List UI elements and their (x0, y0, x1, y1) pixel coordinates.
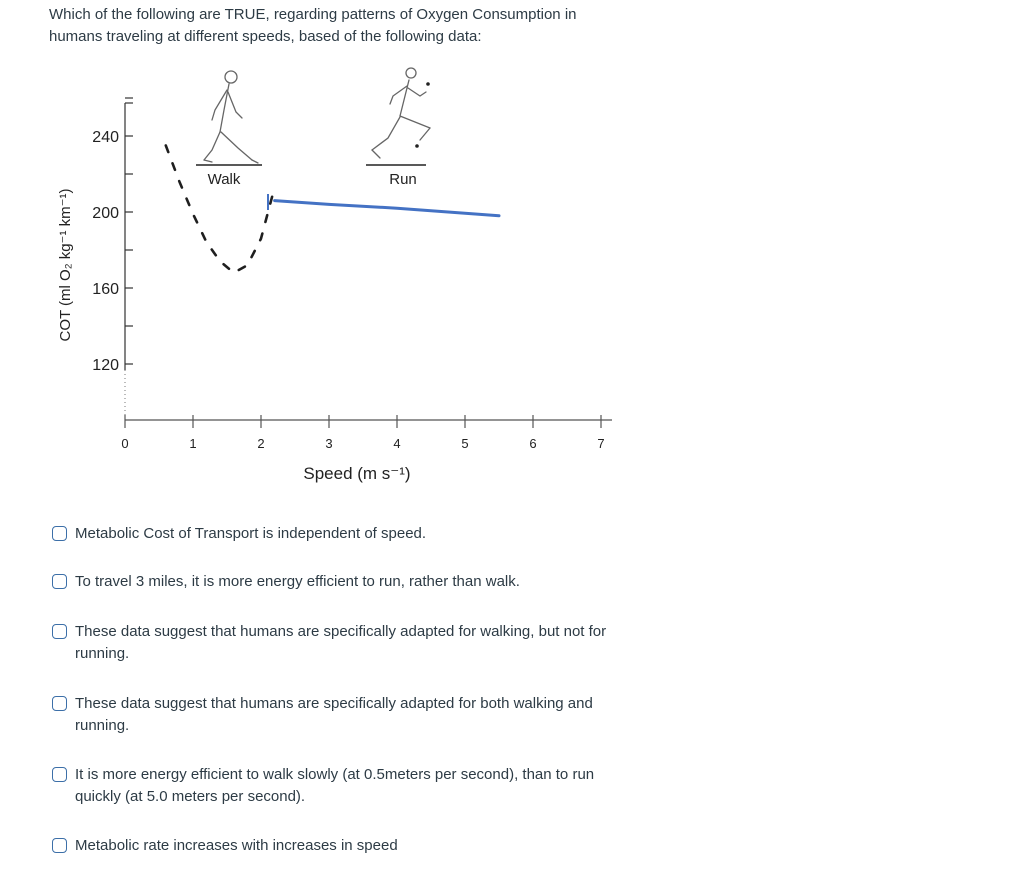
option-4-checkbox[interactable] (52, 696, 67, 711)
walker-figure-icon (204, 71, 258, 163)
x-tick-label-2: 2 (257, 436, 265, 451)
option-3[interactable] (52, 621, 632, 665)
y-tick-label-120: 120 (92, 357, 119, 374)
option-6[interactable] (52, 835, 632, 857)
option-5[interactable] (52, 764, 632, 808)
option-1-checkbox[interactable] (52, 526, 67, 541)
y-ticks-group (92, 98, 133, 374)
option-1-label: Metabolic Cost of Transport is independent of speed. (75, 525, 427, 542)
x-tick-label-5: 5 (461, 436, 469, 451)
option-5-checkbox[interactable] (52, 767, 67, 782)
run-label: Run (389, 171, 417, 188)
x-tick-label-6: 6 (529, 436, 537, 451)
x-tick-label-4: 4 (393, 436, 401, 451)
option-2-label: To travel 3 miles, it is more energy efficient to run, rather than walk. (75, 573, 520, 590)
x-tick-label-0: 0 (121, 436, 129, 451)
option-6-checkbox[interactable] (52, 838, 67, 853)
y-tick-label-160: 160 (92, 281, 119, 298)
option-4-label: These data suggest that humans are specifically adapted for both walking and running. (75, 695, 593, 734)
x-axis-label: Speed (m s⁻¹) (303, 464, 411, 483)
option-3-checkbox[interactable] (52, 624, 67, 639)
x-tick-label-7: 7 (597, 436, 605, 451)
option-3-label: These data suggest that humans are specifically adapted for walking, but not for running. (75, 623, 607, 662)
x-tick-label-3: 3 (325, 436, 333, 451)
runner-figure-icon (372, 68, 430, 158)
y-tick-label-200: 200 (92, 205, 119, 222)
y-axis-label: COT (ml O₂ kg⁻¹ km⁻¹) (57, 188, 74, 342)
walk-label: Walk (207, 171, 241, 188)
option-6-label: Metabolic rate increases with increases in speed (75, 837, 398, 854)
x-tick-label-1: 1 (189, 436, 197, 451)
question-text: Which of the following are TRUE, regarding patterns of Oxygen Consumption in humans traveling at different speeds, based of the following data: (49, 6, 577, 45)
option-1[interactable] (52, 523, 632, 545)
option-4[interactable] (52, 693, 632, 737)
option-2-checkbox[interactable] (52, 574, 67, 589)
cot-speed-chart (0, 0, 680, 500)
y-tick-label-240: 240 (92, 129, 119, 146)
series-2-line (275, 201, 499, 216)
option-5-label: It is more energy efficient to walk slowly (at 0.5meters per second), than to run quickly (at 5.0 meters per second). (75, 766, 595, 805)
option-2[interactable] (52, 571, 632, 593)
